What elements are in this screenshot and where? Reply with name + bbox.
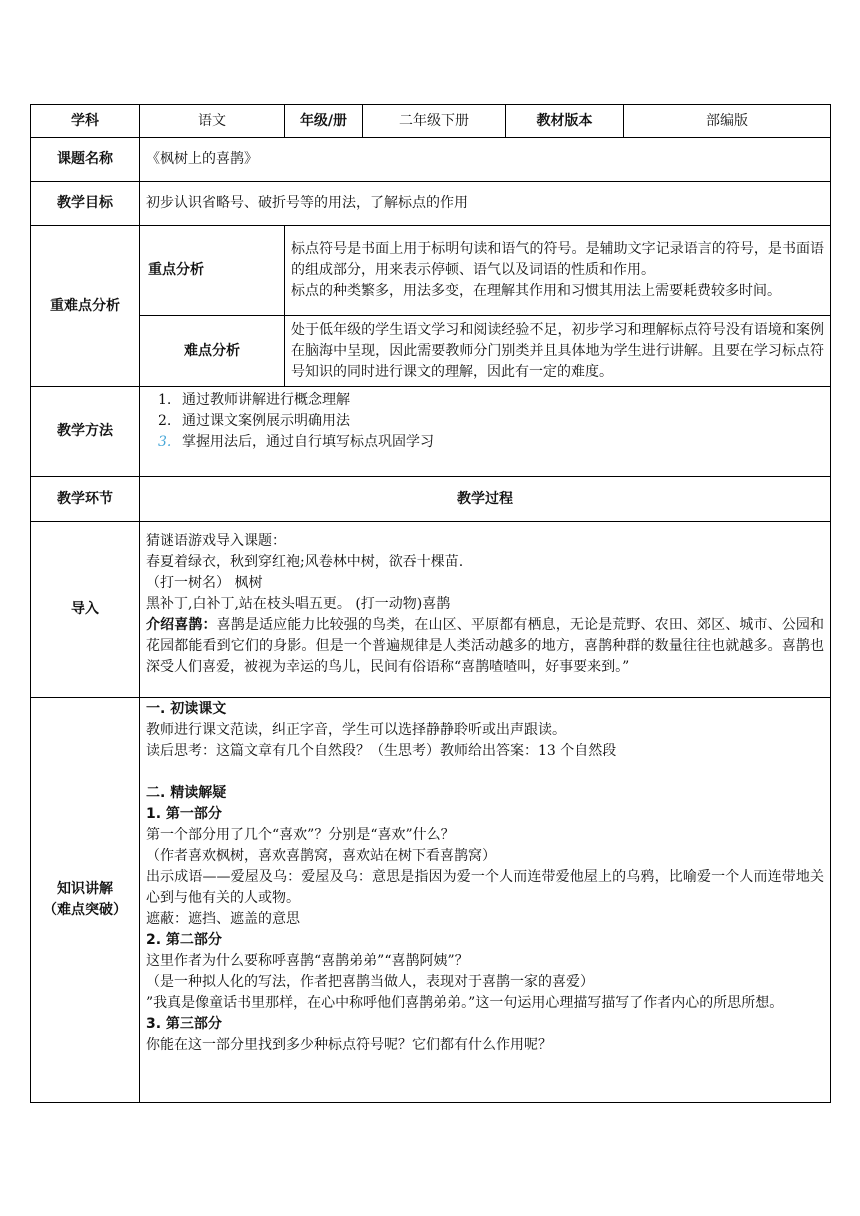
grade-label: 年级/册 [285, 105, 363, 138]
part-3-line: 你能在这一部分里找到多少种标点符号呢？它们都有什么作用呢？ [146, 1037, 552, 1053]
riddle-line: 黑补丁,白补丁,站在枝头唱五更。 (打一动物)喜鹊 [146, 596, 451, 612]
section-1-line: 教师进行课文范读，纠正字音，学生可以选择静静聆听或出声跟读。 [146, 722, 566, 738]
magpie-intro-label: 介绍喜鹊： [146, 617, 217, 633]
edition-label: 教材版本 [506, 105, 624, 138]
key-analysis-line: 标点的种类繁多，用法多变，在理解其作用和习惯其用法上需要耗费较多时间。 [291, 283, 781, 299]
part-2-line: 这里作者为什么要称呼喜鹊“喜鹊弟弟”“喜鹊阿姨”？ [146, 953, 469, 969]
goal-label: 教学目标 [31, 182, 140, 226]
spacer [146, 762, 824, 783]
method-item [158, 432, 824, 453]
knowledge-label-line1: 知识讲解 [57, 881, 113, 897]
intro-row [31, 522, 831, 698]
analysis-label: 重难点分析 [31, 226, 140, 387]
intro-content [140, 522, 831, 698]
edition-value: 部编版 [624, 105, 831, 138]
knowledge-row [31, 698, 831, 1103]
goal-value: 初步认识省略号、破折号等的用法，了解标点的作用 [140, 182, 831, 226]
lesson-plan-table [30, 104, 831, 1103]
riddle-line: 春夏着绿衣，秋到穿红袍;风卷林中树，欲吞十棵苗. [146, 554, 464, 570]
difficulty-analysis-row [31, 316, 831, 387]
key-analysis-label: 重点分析 [140, 226, 285, 316]
intro-label: 导入 [31, 522, 140, 698]
part-1-title: 1. 第一部分 [146, 806, 222, 822]
methods-row [31, 387, 831, 477]
methods-label: 教学方法 [31, 387, 140, 477]
magpie-intro [146, 615, 824, 678]
knowledge-label-line2: （难点突破） [43, 902, 127, 918]
part-1-line: 出示成语——爱屋及乌：爱屋及乌：意思是指因为爱一个人而连带爱他屋上的乌鸦，比喻爱一个人而连带地关心到与他有关的人或物。 [146, 869, 824, 906]
knowledge-label [31, 698, 140, 1103]
topic-row [31, 138, 831, 182]
difficulty-analysis-text: 处于低年级的学生语文学习和阅读经验不足，初步学习和理解标点符号没有语境和案例在脑海中呈现，因此需要教师分门别类并且具体地为学生进行讲解。且要在学习标点符号知识的同时进行课文的理解，因此有一定的难度。 [285, 316, 831, 387]
method-number: 1. [158, 392, 172, 408]
section-1-line: 读后思考：这篇文章有几个自然段？（生思考）教师给出答案：13 个自然段 [146, 743, 617, 759]
method-item [158, 411, 824, 432]
topic-value: 《枫树上的喜鹊》 [140, 138, 831, 182]
goal-row [31, 182, 831, 226]
key-analysis-line: 标点符号是书面上用于标明句读和语气的符号。是辅助文字记录语言的符号，是书面语的组成部分，用来表示停顿、语气以及词语的性质和作用。 [291, 241, 824, 278]
riddle-line: 猜谜语游戏导入课题： [146, 533, 286, 549]
subject-label: 学科 [31, 105, 140, 138]
difficulty-analysis-label: 难点分析 [140, 316, 285, 387]
part-2-line: ”我真是像童话书里那样，在心中称呼他们喜鹊弟弟。”这一句运用心理描写描写了作者内心的所思所想。 [146, 995, 784, 1011]
methods-list-cell [140, 387, 831, 477]
part-2-line: （是一种拟人化的写法，作者把喜鹊当做人，表现对于喜鹊一家的喜爱） [146, 974, 594, 990]
part-1-line: （作者喜欢枫树，喜欢喜鹊窝，喜欢站在树下看喜鹊窝） [146, 848, 496, 864]
methods-list [146, 390, 824, 453]
method-number: 2. [158, 413, 172, 429]
part-2-title: 2. 第二部分 [146, 932, 222, 948]
knowledge-content [140, 698, 831, 1103]
method-text: 掌握用法后，通过自行填写标点巩固学习 [182, 434, 434, 450]
magpie-intro-text: 喜鹊是适应能力比较强的鸟类，在山区、平原都有栖息，无论是荒野、农田、郊区、城市、公园和花园都能看到它们的身影。但是一个普遍规律是人类活动越多的地方，喜鹊种群的数量往往也就越多。喜鹊也深受人们喜爱，被视为幸运的鸟儿，民间有俗语称“喜鹊喳喳叫，好事要来到。” [146, 617, 824, 675]
section-2-title: 二. 精读解疑 [146, 785, 227, 801]
header-row [31, 105, 831, 138]
method-number: 3. [158, 434, 172, 450]
method-text: 通过教师讲解进行概念理解 [182, 392, 350, 408]
part-1-line: 遮蔽：遮挡、遮盖的意思 [146, 911, 300, 927]
section-1-title: 一. 初读课文 [146, 701, 227, 717]
method-item [158, 390, 824, 411]
process-header-row [31, 477, 831, 522]
part-3-title: 3. 第三部分 [146, 1016, 222, 1032]
subject-value: 语文 [140, 105, 285, 138]
stage-label: 教学环节 [31, 477, 140, 522]
grade-value: 二年级下册 [363, 105, 506, 138]
method-text: 通过课文案例展示明确用法 [182, 413, 350, 429]
key-analysis-row [31, 226, 831, 316]
process-label: 教学过程 [140, 477, 831, 522]
part-1-line: 第一个部分用了几个“喜欢”？分别是“喜欢”什么？ [146, 827, 455, 843]
topic-label: 课题名称 [31, 138, 140, 182]
key-analysis-text [285, 226, 831, 316]
riddle-line: （打一树名） 枫树 [146, 575, 263, 591]
